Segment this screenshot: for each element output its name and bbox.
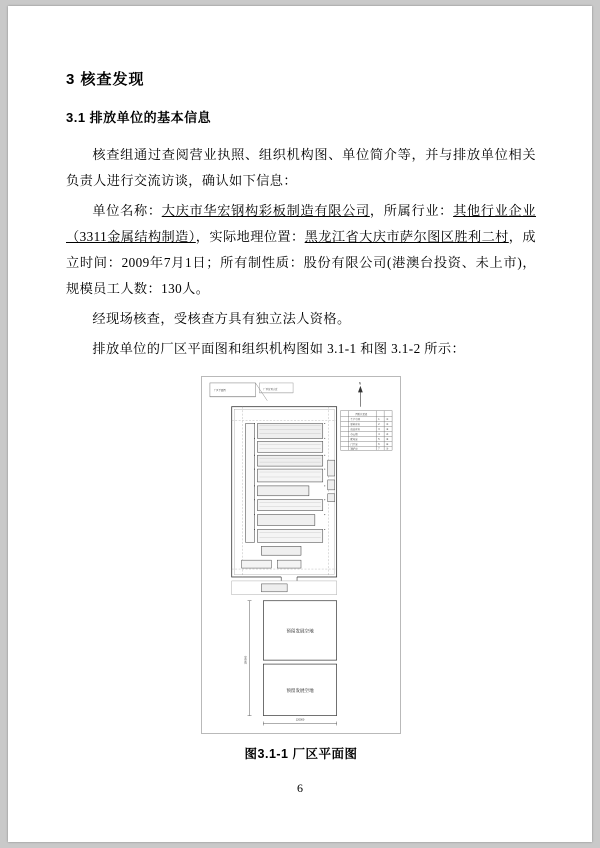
svg-text:3: 3 — [378, 428, 380, 432]
svg-text:⑦: ⑦ — [386, 447, 389, 451]
value-location: 黑龙江省大庆市萨尔图区胜利二村 — [304, 229, 509, 244]
page-content — [66, 68, 536, 762]
drawing-title-block — [341, 411, 392, 451]
value-established: 2009年7月1日； — [121, 255, 220, 270]
svg-text:①: ① — [386, 418, 389, 422]
svg-text:办公楼: 办公楼 — [350, 433, 358, 437]
svg-text:6: 6 — [378, 443, 380, 447]
figure-caption: 图3.1-1 厂区平面图 — [244, 747, 358, 762]
svg-text:门卫室: 门卫室 — [350, 443, 358, 447]
reserved-land-label-2: 预留发展空地 — [286, 687, 314, 693]
svg-text:生产车间: 生产车间 — [350, 418, 360, 422]
svg-text:N: N — [358, 381, 362, 386]
paragraph-figure-intro: 排放单位的厂区平面图和组织机构图如 3.1-1 和图 3.1-2 所示： — [92, 341, 466, 356]
label-industry: ，所属行业： — [369, 203, 454, 218]
svg-text:120000: 120000 — [295, 718, 305, 722]
value-company-name: 大庆市华宏钢构彩板制造有限公司 — [161, 203, 370, 218]
subsection-heading: 3.1 排放单位的基本信息 — [66, 110, 212, 125]
svg-text:⑥: ⑥ — [386, 443, 389, 447]
label-staff: 规模员工人数： — [66, 281, 162, 296]
svg-text:7: 7 — [378, 447, 380, 451]
svg-text:厂区平面图: 厂区平面图 — [213, 388, 226, 392]
paragraph-company-info — [66, 198, 536, 302]
value-staff: 130人。 — [161, 281, 210, 296]
svg-text:厂区位置示意: 厂区位置示意 — [263, 387, 278, 391]
paragraph-legal-person: 经现场核查，受核查方具有独立法人资格。 — [92, 311, 351, 326]
svg-text:2: 2 — [378, 423, 380, 427]
plant-layout-drawing — [201, 376, 401, 734]
label-location: ，实际地理位置： — [195, 229, 305, 244]
svg-text:③: ③ — [386, 428, 389, 432]
label-company-name: 单位名称： — [92, 203, 162, 218]
svg-text:4: 4 — [378, 433, 380, 437]
svg-text:图纸目录表: 图纸目录表 — [355, 413, 368, 417]
label-ownership: 所有制性质： — [219, 255, 304, 270]
value-ownership: 股份有限公司(港澳台投资、未上市)， — [303, 255, 537, 270]
figure-plant-layout — [66, 376, 536, 762]
document-page — [8, 6, 592, 842]
reserved-land-label-1: 预留发展空地 — [286, 628, 314, 634]
value-industry: 其他行业企业（3311金属结构制造） — [66, 203, 537, 244]
paragraph-intro: 核查组通过查阅营业执照、组织机构图、单位简介等，并与排放单位相关负责人进行交流访谈，确认如下信息： — [66, 147, 536, 188]
svg-text:②: ② — [386, 423, 389, 427]
svg-text:⑤: ⑤ — [386, 438, 389, 442]
page-number: 6 — [297, 781, 303, 795]
svg-text:④: ④ — [386, 433, 389, 437]
svg-text:1: 1 — [378, 418, 380, 422]
svg-text:配电室: 配电室 — [350, 438, 358, 442]
svg-text:成品库房: 成品库房 — [350, 428, 360, 432]
section-heading: 3 核查发现 — [66, 71, 145, 88]
label-established: ，成立时间： — [66, 229, 536, 270]
svg-text:5: 5 — [378, 438, 380, 442]
svg-text:原料库房: 原料库房 — [350, 423, 360, 427]
svg-text:锅炉房: 锅炉房 — [350, 447, 358, 451]
svg-text:180000: 180000 — [244, 655, 248, 665]
plant-layout-svg — [202, 377, 400, 733]
